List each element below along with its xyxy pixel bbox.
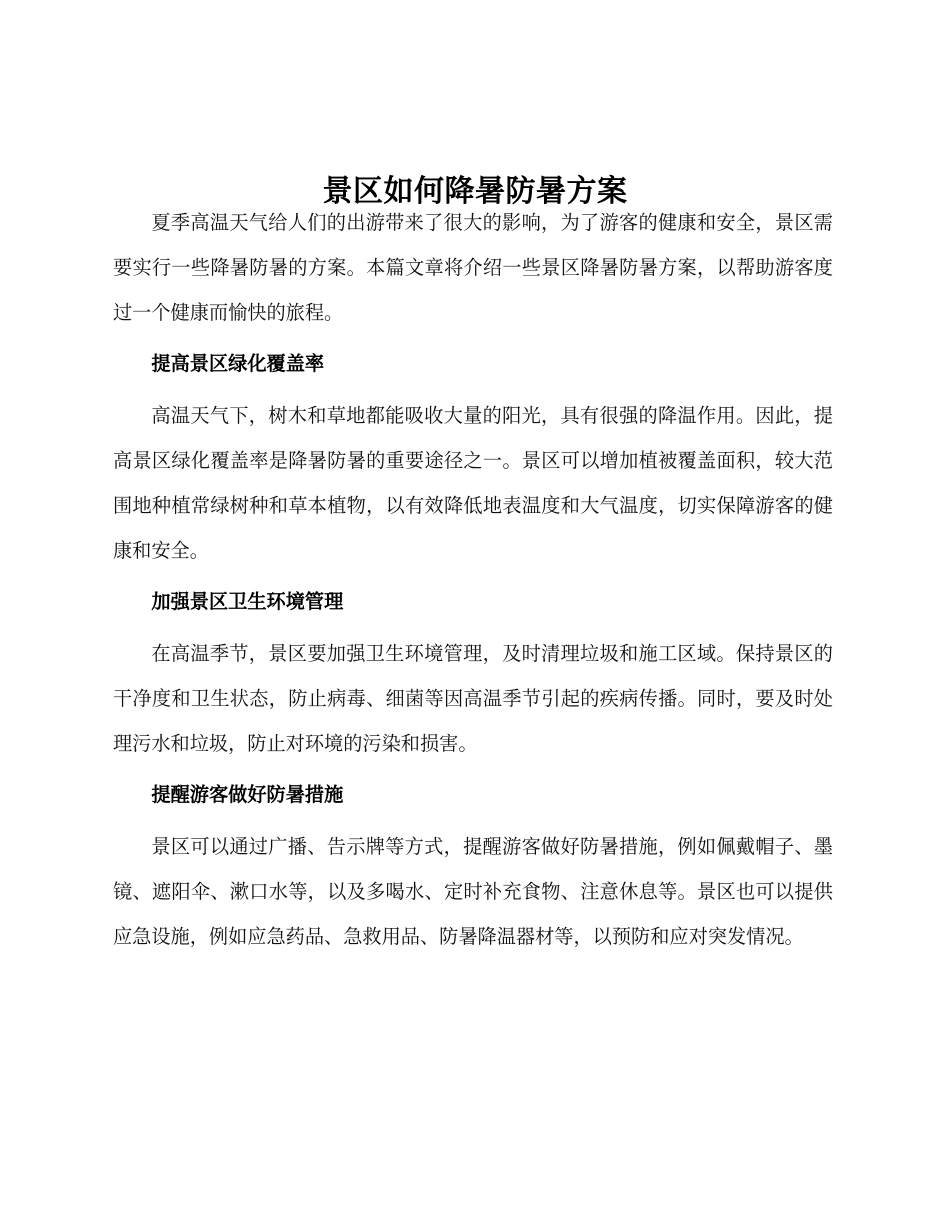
section-heading-greening: 提高景区绿化覆盖率 bbox=[151, 352, 325, 375]
document-title: 景区如何降暑防暑方案 bbox=[322, 174, 628, 210]
document-body bbox=[113, 200, 833, 959]
intro-paragraph: 夏季高温天气给人们的出游带来了很大的影响，为了游客的健康和安全，景区需要实行一些降暑防暑的方案。本篇文章将介绍一些景区降暑防暑方案，以帮助游客度过一个健康而愉快的旅程。 bbox=[113, 211, 833, 324]
section-body-greening: 高温天气下，树木和草地都能吸收大量的阳光，具有很强的降温作用。因此，提高景区绿化覆盖率是降暑防暑的重要途径之一。景区可以增加植被覆盖面积，较大范围地种植常绿树种和草本植物，以有效降低地表温度和大气温度，切实保障游客的健康和安全。 bbox=[113, 404, 833, 562]
section-body-reminders: 景区可以通过广播、告示牌等方式，提醒游客做好防暑措施，例如佩戴帽子、墨镜、遮阳伞、漱口水等，以及多喝水、定时补充食物、注意休息等。景区也可以提供应急设施，例如应急药品、急救用品、防暑降温器材等，以预防和应对突发情况。 bbox=[113, 835, 833, 948]
section-heading-reminders: 提醒游客做好防暑措施 bbox=[151, 783, 344, 806]
section-body-sanitation: 在高温季节，景区要加强卫生环境管理，及时清理垃圾和施工区域。保持景区的干净度和卫生状态，防止病毒、细菌等因高温季节引起的疾病传播。同时，要及时处理污水和垃圾，防止对环境的污染和损害。 bbox=[113, 642, 833, 755]
section-heading-sanitation: 加强景区卫生环境管理 bbox=[151, 590, 344, 613]
